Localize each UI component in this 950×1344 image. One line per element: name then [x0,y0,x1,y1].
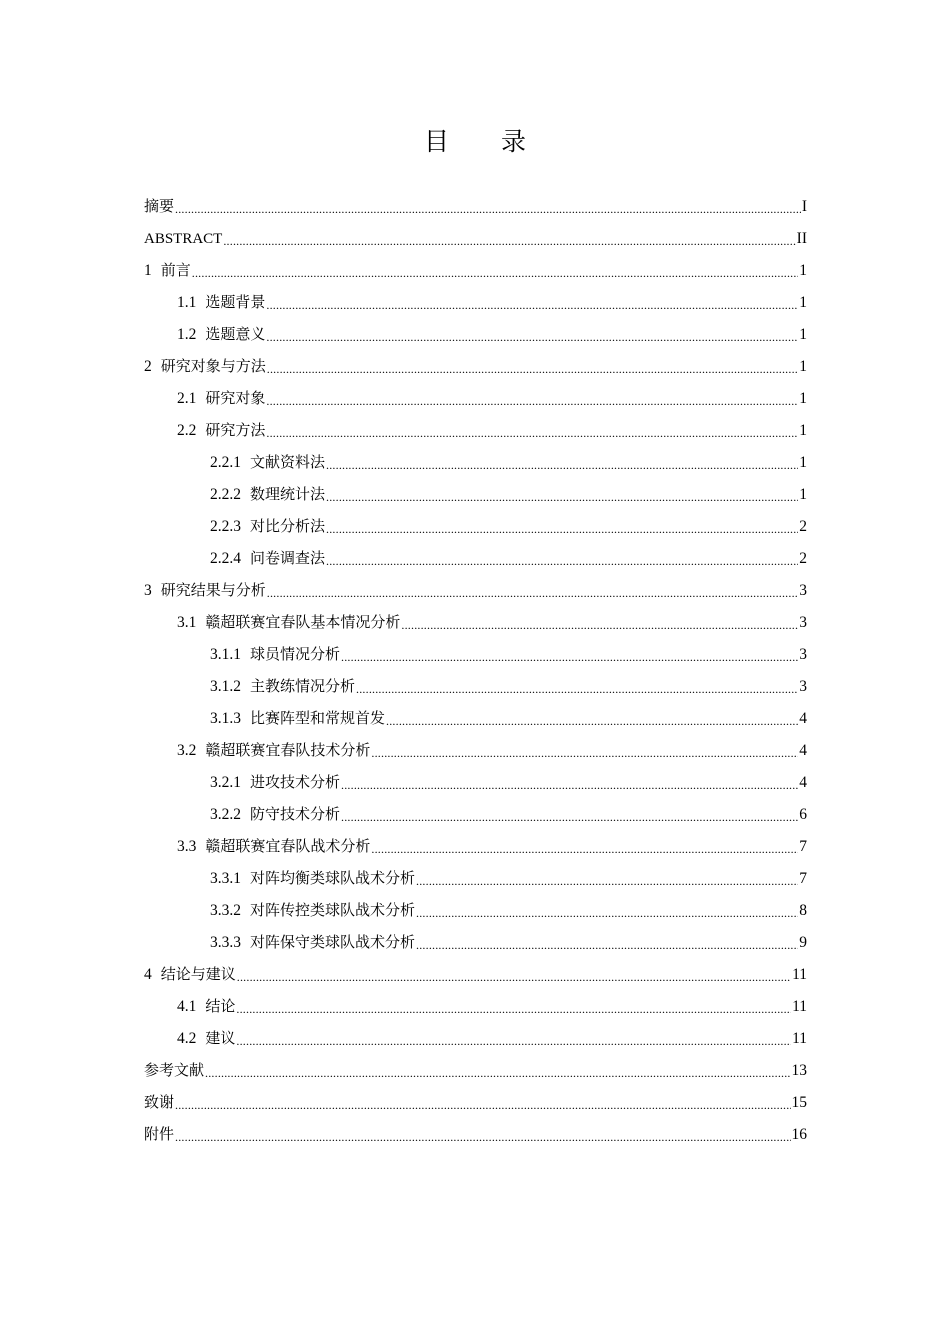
toc-entry-page-number: 6 [799,806,807,823]
toc-entry[interactable] [144,767,807,799]
toc-entry[interactable] [144,831,807,863]
toc-entry-title: 对阵传控类球队战术分析 [250,903,416,919]
toc-dot-leader [267,587,798,607]
toc-entry[interactable] [144,799,807,831]
toc-entry[interactable] [144,703,807,735]
toc-entry-title: ABSTRACT [144,231,223,247]
toc-entry-page-number: 3 [799,678,807,695]
toc-entry[interactable] [144,447,807,479]
toc-entry-number: 2 [144,358,152,375]
toc-dot-leader [266,395,798,415]
toc-entry-title: 防守技术分析 [250,807,341,823]
toc-dot-leader [175,203,801,223]
toc-dot-leader [416,939,798,959]
toc-dot-leader [236,1003,791,1023]
toc-entry-number: 3.3 [177,838,197,855]
toc-entry[interactable] [144,383,807,415]
toc-entry-number: 3 [144,582,152,599]
toc-entry-number: 1.1 [177,294,197,311]
toc-entry[interactable] [144,1119,807,1151]
toc-entry[interactable] [144,191,807,223]
toc-entry-number: 3.1.3 [210,710,241,727]
toc-entry-number: 4.1 [177,998,197,1015]
toc-entry-title: 进攻技术分析 [250,775,341,791]
toc-entry-title: 结论 [205,999,236,1015]
toc-dot-leader [356,683,798,703]
toc-entry-page-number: 16 [791,1126,807,1143]
toc-dot-leader [341,779,798,799]
toc-entry-number: 2.2.2 [210,486,241,503]
toc-dot-leader [175,1099,790,1119]
toc-entry-title: 赣超联赛宜春队技术分析 [205,743,371,759]
toc-entry-page-number: 1 [799,326,807,343]
toc-entry-page-number: 1 [799,262,807,279]
toc-dot-leader [326,491,798,511]
toc-entry-title: 选题意义 [205,327,266,343]
toc-entry-title: 主教练情况分析 [250,679,356,695]
toc-entry-page-number: 3 [799,582,807,599]
toc-entry[interactable] [144,415,807,447]
toc-dot-leader [416,875,798,895]
toc-entry-page-number: 11 [792,966,807,983]
toc-entry[interactable] [144,607,807,639]
toc-entry-number: 2.2 [177,422,197,439]
toc-entry-number: 4.2 [177,1030,197,1047]
toc-entry-title: 研究对象 [205,391,266,407]
toc-entry-page-number: 1 [799,294,807,311]
toc-entry[interactable] [144,543,807,575]
toc-entry-title: 赣超联赛宜春队基本情况分析 [205,615,401,631]
toc-entry[interactable] [144,863,807,895]
toc-entry-number: 3.2.1 [210,774,241,791]
toc-entry[interactable] [144,223,807,255]
toc-entry-title: 比赛阵型和常规首发 [250,711,386,727]
toc-entry-page-number: II [796,230,807,247]
toc-entry-title: 对阵保守类球队战术分析 [250,935,416,951]
toc-entry[interactable] [144,1055,807,1087]
toc-entry-number: 4 [144,966,152,983]
toc-entry-title: 文献资料法 [250,455,326,471]
toc-entry[interactable] [144,575,807,607]
toc-entry[interactable] [144,927,807,959]
toc-dot-leader [223,235,795,255]
toc-entry-page-number: 8 [799,902,807,919]
toc-dot-leader [401,619,798,639]
toc-entry-title: 球员情况分析 [250,647,341,663]
toc-entry-title: 选题背景 [205,295,266,311]
toc-entry-number: 2.1 [177,390,197,407]
toc-entry[interactable] [144,255,807,287]
toc-entry-page-number: 9 [799,934,807,951]
toc-entry-title: 致谢 [144,1095,175,1111]
toc-entry-page-number: 3 [799,646,807,663]
table-of-contents [144,191,807,1151]
toc-entry[interactable] [144,959,807,991]
toc-entry-page-number: 11 [792,998,807,1015]
toc-entry-title: 结论与建议 [160,967,236,983]
toc-dot-leader [192,267,798,287]
toc-dot-leader [341,651,798,671]
toc-entry-title: 前言 [160,263,191,279]
toc-dot-leader [341,811,798,831]
toc-entry-title: 对比分析法 [250,519,326,535]
toc-entry-number: 3.3.1 [210,870,241,887]
toc-entry-title: 附件 [144,1127,175,1143]
toc-entry-page-number: 13 [791,1062,807,1079]
toc-dot-leader [326,555,798,575]
toc-entry-page-number: 4 [799,710,807,727]
toc-dot-leader [371,843,798,863]
toc-dot-leader [236,1035,791,1055]
toc-dot-leader [237,971,791,991]
toc-entry[interactable] [144,319,807,351]
toc-entry[interactable] [144,735,807,767]
toc-entry-page-number: 11 [792,1030,807,1047]
toc-entry-page-number: 7 [799,838,807,855]
toc-dot-leader [416,907,798,927]
toc-dot-leader [386,715,798,735]
toc-entry-page-number: 1 [799,358,807,375]
toc-entry[interactable] [144,479,807,511]
toc-entry-page-number: 1 [799,422,807,439]
toc-entry-title: 研究结果与分析 [160,583,266,599]
toc-entry-number: 3.1 [177,614,197,631]
toc-entry[interactable] [144,1087,807,1119]
toc-dot-leader [326,523,798,543]
toc-entry-title: 建议 [205,1031,236,1047]
toc-entry-number: 2.2.4 [210,550,241,567]
toc-entry-number: 2.2.1 [210,454,241,471]
toc-entry-title: 数理统计法 [250,487,326,503]
toc-entry-number: 1 [144,262,152,279]
toc-entry[interactable] [144,671,807,703]
toc-entry-number: 3.2 [177,742,197,759]
toc-dot-leader [371,747,798,767]
toc-dot-leader [205,1067,790,1087]
toc-entry-number: 2.2.3 [210,518,241,535]
toc-dot-leader [266,299,798,319]
toc-entry-title: 研究方法 [205,423,266,439]
toc-dot-leader [266,427,798,447]
page-title: 目 录 [424,127,548,156]
toc-entry-page-number: 4 [799,742,807,759]
toc-entry[interactable] [144,895,807,927]
toc-entry-page-number: 2 [799,550,807,567]
toc-entry-page-number: 1 [799,390,807,407]
toc-entry[interactable] [144,287,807,319]
toc-dot-leader [175,1131,790,1151]
toc-entry-number: 1.2 [177,326,197,343]
toc-entry[interactable] [144,991,807,1023]
toc-entry-page-number: I [801,198,807,215]
toc-entry-number: 3.1.2 [210,678,241,695]
toc-entry-page-number: 1 [799,454,807,471]
toc-entry-number: 3.2.2 [210,806,241,823]
toc-entry-number: 3.1.1 [210,646,241,663]
toc-entry-page-number: 2 [799,518,807,535]
toc-entry-page-number: 1 [799,486,807,503]
toc-entry-title: 赣超联赛宜春队战术分析 [205,839,371,855]
toc-entry[interactable] [144,639,807,671]
toc-entry-title: 摘要 [144,199,175,215]
toc-entry-page-number: 7 [799,870,807,887]
toc-entry[interactable] [144,511,807,543]
toc-dot-leader [326,459,798,479]
toc-entry-number: 3.3.2 [210,902,241,919]
toc-entry-page-number: 4 [799,774,807,791]
toc-entry-page-number: 15 [791,1094,807,1111]
toc-dot-leader [266,331,798,351]
toc-entry-title: 对阵均衡类球队战术分析 [250,871,416,887]
toc-entry-page-number: 3 [799,614,807,631]
toc-entry-title: 参考文献 [144,1063,205,1079]
toc-entry-title: 研究对象与方法 [160,359,266,375]
toc-entry[interactable] [144,1023,807,1055]
toc-dot-leader [267,363,798,383]
toc-entry-number: 3.3.3 [210,934,241,951]
toc-entry[interactable] [144,351,807,383]
toc-entry-title: 问卷调查法 [250,551,326,567]
